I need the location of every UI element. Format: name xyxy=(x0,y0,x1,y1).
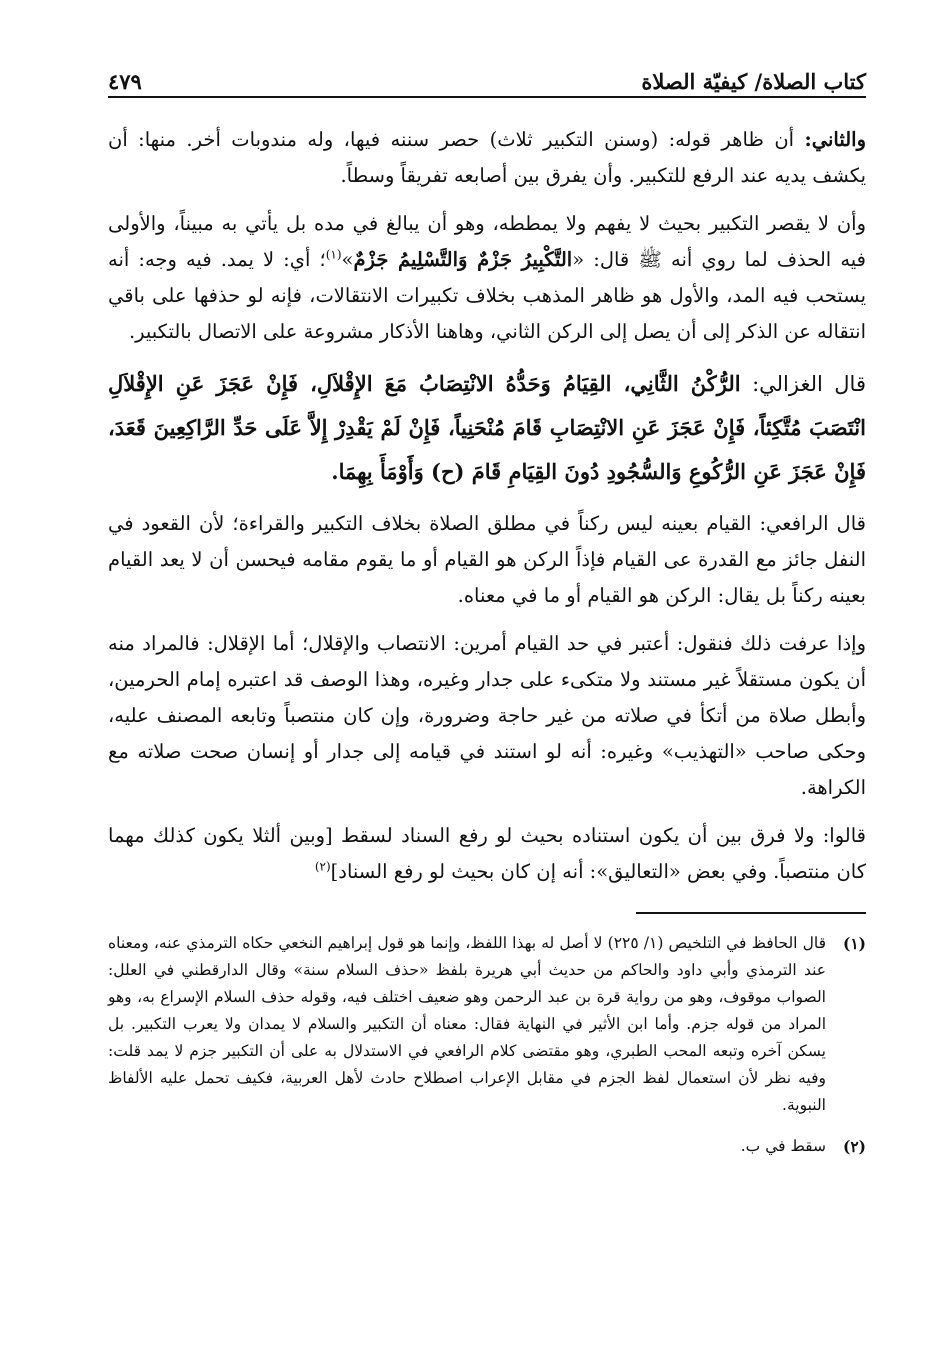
footnote-2-text: سقط في ب. xyxy=(740,1137,826,1155)
ghazali-lead: قال الغزالي: xyxy=(740,372,866,396)
footnote-2 xyxy=(108,1133,866,1160)
footnote-2-number: (٢) xyxy=(842,1137,866,1156)
paragraph-6 xyxy=(108,818,866,890)
header-rule xyxy=(108,96,866,98)
hadith-quote: التَّكْبِيرُ جَزْمٌ وَالتَّسْلِيمُ جَزْمٌ xyxy=(353,248,573,271)
paragraph-5-text: وإذا عرفت ذلك فنقول: أعتبر في حد القيام أمرين: الانتصاب والإقلال؛ أما الإقلال: فالمراد منه أن يكون مستقلاً غير مستند ولا متكىء على جدار وغيره، وهذا الوصف قد اعتبره إمام الحرمين، وأبطل صلاة من أتكأ في صلاته من غير حاجة وضرورة، وإن كان منتصباً وتابعه المصنف عليه، وحكى صاحب «التهذيب» وغيره: أنه لو استند في قيامه إلى جدار أو إنسان صحت صلاته مع الكراهة. xyxy=(108,632,866,799)
hadith-close: » xyxy=(341,248,354,271)
footnote-marker-1[interactable]: (١) xyxy=(325,247,342,262)
book-page xyxy=(108,52,866,1322)
page-number: ٤٧٩ xyxy=(108,69,142,94)
paragraph-1-lead: والثاني: xyxy=(804,128,866,151)
paragraph-2-before: وأن لا يقصر التكبير بحيث لا يفهم ولا يمططه، وهو أن يبالغ في مده بل يأتي به مبيناً، والأولى فيه الحذف لما روي أنه ﷺ قال: « xyxy=(108,212,866,271)
paragraph-6-text: قالوا: ولا فرق بين أن يكون استناده بحيث لو رفع السناد لسقط [وبين ألثلا يكون كذلك مهما كان منتصباً. وفي بعض «التعاليق»: أنه إن كان بحيث لو رفع السناد] xyxy=(108,824,866,883)
paragraph-5 xyxy=(108,626,866,806)
footnote-1-number: (١) xyxy=(842,934,866,953)
ghazali-quote xyxy=(108,362,866,494)
paragraph-1 xyxy=(108,122,866,194)
footnote-rule xyxy=(636,912,866,914)
paragraph-4 xyxy=(108,506,866,614)
paragraph-2-rest: ؛ أي: لا يمد. فيه وجه: أنه يستحب فيه المد، والأول هو ظاهر المذهب بخلاف تكبيرات الانتقالات، فإنه لو حذفها على باقي انتقاله عن الذكر إلى أن يصل إلى الركن الثاني، وهاهنا الأذكار مشروعة على الاتصال بالتكبير. xyxy=(108,248,866,343)
running-header xyxy=(108,52,866,96)
footnote-1-text: قال الحافظ في التلخيص (١/ ٢٢٥) لا أصل له بهذا اللفظ، وإنما هو قول إبراهيم النخعي حكاه الترمذي عنه، ومعناه عند الترمذي وأبي داود والحاكم من حديث أبي هريرة بلفظ «حذف السلام سنة» وقال الدارقطني في العلل: الصواب موقوف، وهو من رواية قرة بن عبد الرحمن وهو ضعيف اختلف فيه، وقوله حذف السلام الإسراع به، وهو المراد من قوله جزم. وأما ابن الأثير في النهاية فقال: معناه أن التكبير والسلام لا يمدان ولا يعرب التكبير. بل يسكن آخره وتبعه المحب الطبري، وهو مقتضى كلام الرافعي في الاستدلال به على أن التكبير جزم لا يمد قلت: وفيه نظر لأن استعمال لفظ الجزم في مقابل الإعراب اصطلاح حادث لأهل العربية، فكيف تحمل عليه الألفاظ النبوية. xyxy=(108,934,826,1114)
ghazali-text: الرُّكْنُ الثَّانِي، القِيَامُ وَحَدُّهُ الانْتِصَابُ مَعَ الإِقْلاَلِ، فَإِنْ عَجَزَ عَنِ الإِقْلاَلِ انْتَصَبَ مُتَّكِئاً، فَإِنْ عَجَزَ عَنِ الانْتِصَابِ قَامَ مُنْحَنِياً، فَإِنْ لَمْ يَقْدِرْ إِلاَّ عَلَى حَدِّ الرَّاكِعِينَ قَعَدَ، فَإِنْ عَجَزَ عَنِ الرُّكُوعِ وَالسُّجُودِ دُونَ القِيَامِ قَامَ (ح) وَأَوْمَأَ بِهِمَا. xyxy=(108,371,866,484)
footnote-1 xyxy=(108,930,866,1119)
paragraph-4-text: قال الرافعي: القيام بعينه ليس ركناً في مطلق الصلاة بخلاف التكبير والقراءة؛ لأن القعود في النفل جائز مع القدرة عى القيام فإذاً الركن هو القيام أو ما يقوم مقامه فيحسن أن لا يعد القيام بعينه ركناً بل يقال: الركن هو القيام أو ما في معناه. xyxy=(108,512,866,607)
paragraph-1-text: أن ظاهر قوله: (وسنن التكبير ثلاث) حصر سننه فيها، وله مندوبات أخر. منها: أن يكشف يديه عند الرفع للتكبير. وأن يفرق بين أصابعه تفريقاً وسطاً. xyxy=(108,128,866,187)
footnote-marker-2[interactable]: (٢) xyxy=(314,859,331,874)
paragraph-2 xyxy=(108,206,866,350)
header-title: كتاب الصلاة/ كيفيّة الصلاة xyxy=(641,69,866,94)
